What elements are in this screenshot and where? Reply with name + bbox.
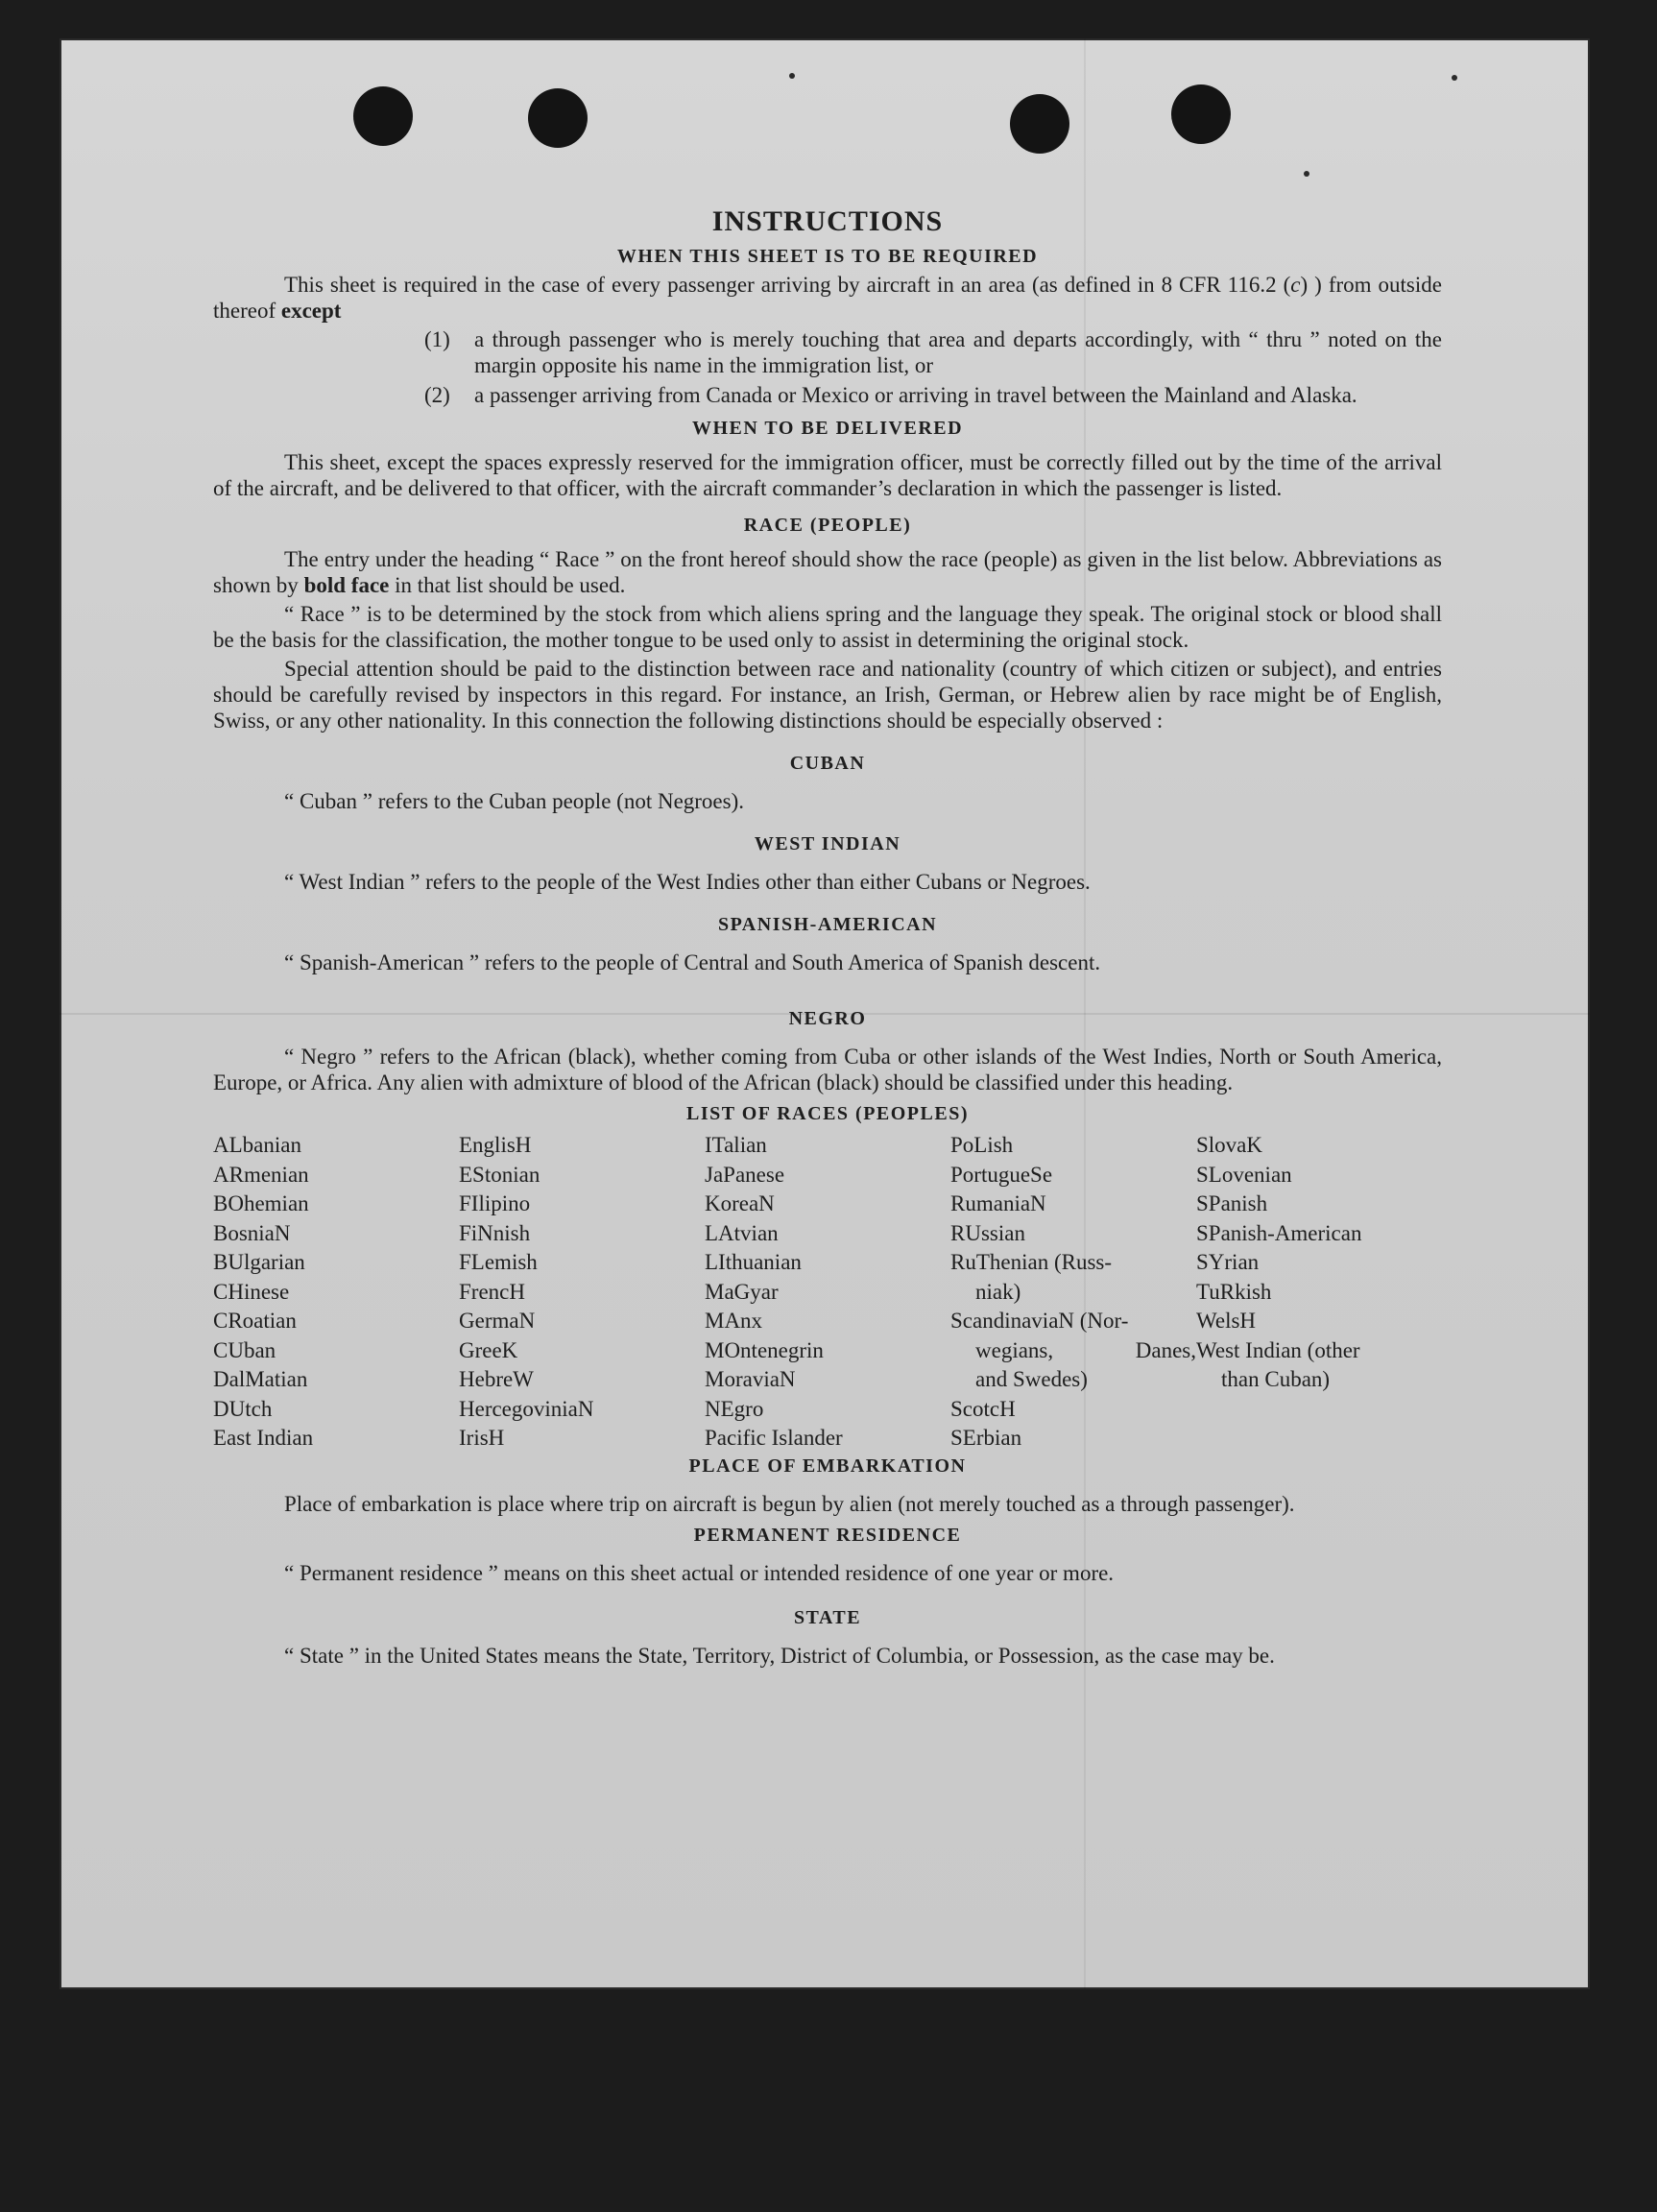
punch-hole bbox=[353, 86, 413, 146]
heading-permanent-residence: PERMANENT RESIDENCE bbox=[693, 1524, 962, 1546]
race-item: HercegoviniaN bbox=[459, 1396, 594, 1421]
race-item: IrisH bbox=[459, 1426, 505, 1450]
heading-state: STATE bbox=[793, 1606, 862, 1628]
heading-when-delivered: WHEN TO BE DELIVERED bbox=[691, 418, 964, 439]
race-item: FrencH bbox=[459, 1279, 525, 1304]
negro-text: “ Negro ” refers to the African (black), whether coming from Cuba or other islands of the West Indies, North or South America, Europe, or Africa. Any alien with admixture of blood of the African (black) should be classified under this heading. bbox=[213, 1045, 1442, 1094]
race-p1-text-2: in that list should be used. bbox=[395, 573, 626, 597]
race-item: EStonian bbox=[459, 1162, 540, 1187]
race-item: SlovaK bbox=[1196, 1133, 1262, 1157]
race-item-continued: and Swedes) bbox=[975, 1367, 1088, 1391]
race-item: DUtch bbox=[213, 1396, 273, 1421]
required-intro bbox=[213, 272, 1442, 324]
item-text: a passenger arriving from Canada or Mexico or arriving in travel between the Mainland and Alaska. bbox=[474, 383, 1357, 407]
race-item: East Indian bbox=[213, 1426, 314, 1450]
race-item: CHinese bbox=[213, 1279, 290, 1304]
heading-cuban: CUBAN bbox=[789, 753, 866, 774]
race-paragraph-1 bbox=[213, 546, 1442, 598]
races-list bbox=[213, 1131, 1442, 1454]
races-column-3 bbox=[705, 1131, 950, 1454]
heading-negro: NEGRO bbox=[788, 1008, 867, 1029]
punch-hole bbox=[1171, 84, 1231, 144]
cuban-text: “ Cuban ” refers to the Cuban people (not Negroes). bbox=[284, 789, 745, 813]
race-item: SLovenian bbox=[1196, 1162, 1292, 1187]
residence-text: “ Permanent residence ” means on this sheet actual or intended residence of one year or more. bbox=[284, 1560, 1115, 1585]
punch-hole bbox=[1010, 94, 1069, 154]
race-item: LAtvian bbox=[705, 1220, 779, 1245]
race-item: CRoatian bbox=[213, 1309, 297, 1333]
race-item: HebreW bbox=[459, 1367, 534, 1391]
race-item: ScandinaviaN (Nor- bbox=[950, 1309, 1129, 1333]
race-item: NEgro bbox=[705, 1396, 764, 1421]
race-item: MoraviaN bbox=[705, 1367, 796, 1391]
race-item: FiNnish bbox=[459, 1220, 531, 1245]
races-column-4 bbox=[950, 1131, 1196, 1454]
race-item: EnglisH bbox=[459, 1133, 532, 1157]
race-item: CUban bbox=[213, 1337, 276, 1362]
embarkation-text: Place of embarkation is place where trip on aircraft is begun by alien (not merely touched as a through passenger). bbox=[284, 1491, 1295, 1516]
race-item: LIthuanian bbox=[705, 1250, 802, 1274]
state-text: “ State ” in the United States means the State, Territory, District of Columbia, or Possession, as the case may be. bbox=[284, 1643, 1275, 1668]
punch-hole bbox=[528, 88, 588, 148]
race-p1-bold: bold face bbox=[303, 573, 390, 597]
race-item: BUlgarian bbox=[213, 1250, 305, 1274]
race-item: ITalian bbox=[705, 1133, 767, 1157]
heading-west-indian: WEST INDIAN bbox=[754, 833, 901, 854]
race-item-continued: than Cuban) bbox=[1221, 1367, 1331, 1391]
race-paragraph-2: “ Race ” is to be determined by the stock from which aliens spring and the language they speak. The original stock or blood shall be the basis for the classification, the mother tongue to be used only to assist in determining the original stock. bbox=[213, 602, 1442, 652]
race-item: PoLish bbox=[950, 1133, 1014, 1157]
race-item: PortugueSe bbox=[950, 1162, 1053, 1187]
race-item: SErbian bbox=[950, 1426, 1022, 1450]
race-item-continued bbox=[950, 1336, 1196, 1366]
race-item: TuRkish bbox=[1196, 1279, 1272, 1304]
heading-spanish-american: SPANISH-AMERICAN bbox=[717, 914, 938, 935]
race-item-word: Danes, bbox=[1135, 1337, 1196, 1362]
race-item: Pacific Islander bbox=[705, 1426, 843, 1450]
heading-when-required: WHEN THIS SHEET IS TO BE REQUIRED bbox=[616, 246, 1039, 267]
races-column-5 bbox=[1196, 1131, 1442, 1454]
west-indian-text: “ West Indian ” refers to the people of the West Indies other than either Cubans or Negroes. bbox=[284, 870, 1091, 894]
heading-place-of-embarkation: PLACE OF EMBARKATION bbox=[688, 1455, 967, 1477]
heading-race: RACE (PEOPLE) bbox=[743, 515, 912, 536]
race-item: KoreaN bbox=[705, 1191, 775, 1215]
race-item: MaGyar bbox=[705, 1279, 779, 1304]
race-item: RumaniaN bbox=[950, 1191, 1046, 1215]
race-paragraph-3: Special attention should be paid to the distinction between race and nationality (country of which citizen or subject), and entries should be carefully revised by inspectors in this regard. For instance, an Irish, German, or Hebrew alien by race might be of English, Swiss, or any other nationality. In this connection the following distinctions should be especially observed : bbox=[213, 657, 1442, 733]
required-intro-c: c bbox=[1290, 273, 1301, 297]
race-item: BOhemian bbox=[213, 1191, 309, 1215]
required-intro-text-2: ) ) from outside thereof bbox=[213, 273, 1442, 323]
page-title: INSTRUCTIONS bbox=[711, 205, 944, 237]
race-item-continued: niak) bbox=[975, 1279, 1021, 1304]
race-item: RuThenian (Russ- bbox=[950, 1250, 1113, 1274]
race-item-word: wegians, bbox=[975, 1337, 1054, 1362]
races-column-2 bbox=[459, 1131, 705, 1454]
heading-list-of-races: LIST OF RACES (PEOPLES) bbox=[685, 1103, 969, 1124]
race-item: SPanish bbox=[1196, 1191, 1268, 1215]
race-item: West Indian (other bbox=[1196, 1337, 1360, 1362]
speck bbox=[1304, 171, 1309, 177]
list-item bbox=[213, 382, 1442, 408]
race-item: FLemish bbox=[459, 1250, 538, 1274]
race-item: FIlipino bbox=[459, 1191, 531, 1215]
race-item: ARmenian bbox=[213, 1162, 309, 1187]
race-item: RUssian bbox=[950, 1220, 1025, 1245]
race-item: SYrian bbox=[1196, 1250, 1260, 1274]
races-column-1 bbox=[213, 1131, 459, 1454]
speck bbox=[1452, 75, 1457, 81]
race-item: WelsH bbox=[1196, 1309, 1257, 1333]
race-p1-text: The entry under the heading “ Race ” on the front hereof should show the race (people) as given in the list below. Abbreviations as shown by bbox=[213, 547, 1442, 597]
spanish-american-text: “ Spanish-American ” refers to the people of Central and South America of Spanish descent. bbox=[284, 950, 1101, 974]
item-number: (1) bbox=[424, 327, 450, 351]
race-item: DalMatian bbox=[213, 1367, 308, 1391]
item-number: (2) bbox=[424, 383, 450, 407]
race-item: ScotcH bbox=[950, 1396, 1016, 1421]
document-sheet bbox=[60, 38, 1590, 1989]
race-item: JaPanese bbox=[705, 1162, 785, 1187]
delivered-text: This sheet, except the spaces expressly reserved for the immigration officer, must be correctly filled out by the time of the arrival of the aircraft, and be delivered to that officer, with the aircraft commander’s declaration in which the passenger is listed. bbox=[213, 450, 1442, 500]
race-item: GermaN bbox=[459, 1309, 536, 1333]
item-text: a through passenger who is merely touching that area and departs accordingly, with “ thru ” noted on the margin opposite his name in the immigration list, or bbox=[474, 327, 1442, 377]
race-item: SPanish-American bbox=[1196, 1220, 1362, 1245]
race-item: BosniaN bbox=[213, 1220, 291, 1245]
race-item: MAnx bbox=[705, 1309, 763, 1333]
race-item: MOntenegrin bbox=[705, 1337, 824, 1362]
required-intro-text: This sheet is required in the case of every passenger arriving by aircraft in an area (as defined in 8 CFR 116.2 ( bbox=[284, 273, 1291, 297]
required-intro-except: except bbox=[280, 299, 342, 323]
race-item: GreeK bbox=[459, 1337, 518, 1362]
race-item: ALbanian bbox=[213, 1133, 301, 1157]
speck bbox=[789, 73, 795, 79]
list-item bbox=[213, 326, 1442, 378]
instructions-content bbox=[213, 202, 1442, 1669]
